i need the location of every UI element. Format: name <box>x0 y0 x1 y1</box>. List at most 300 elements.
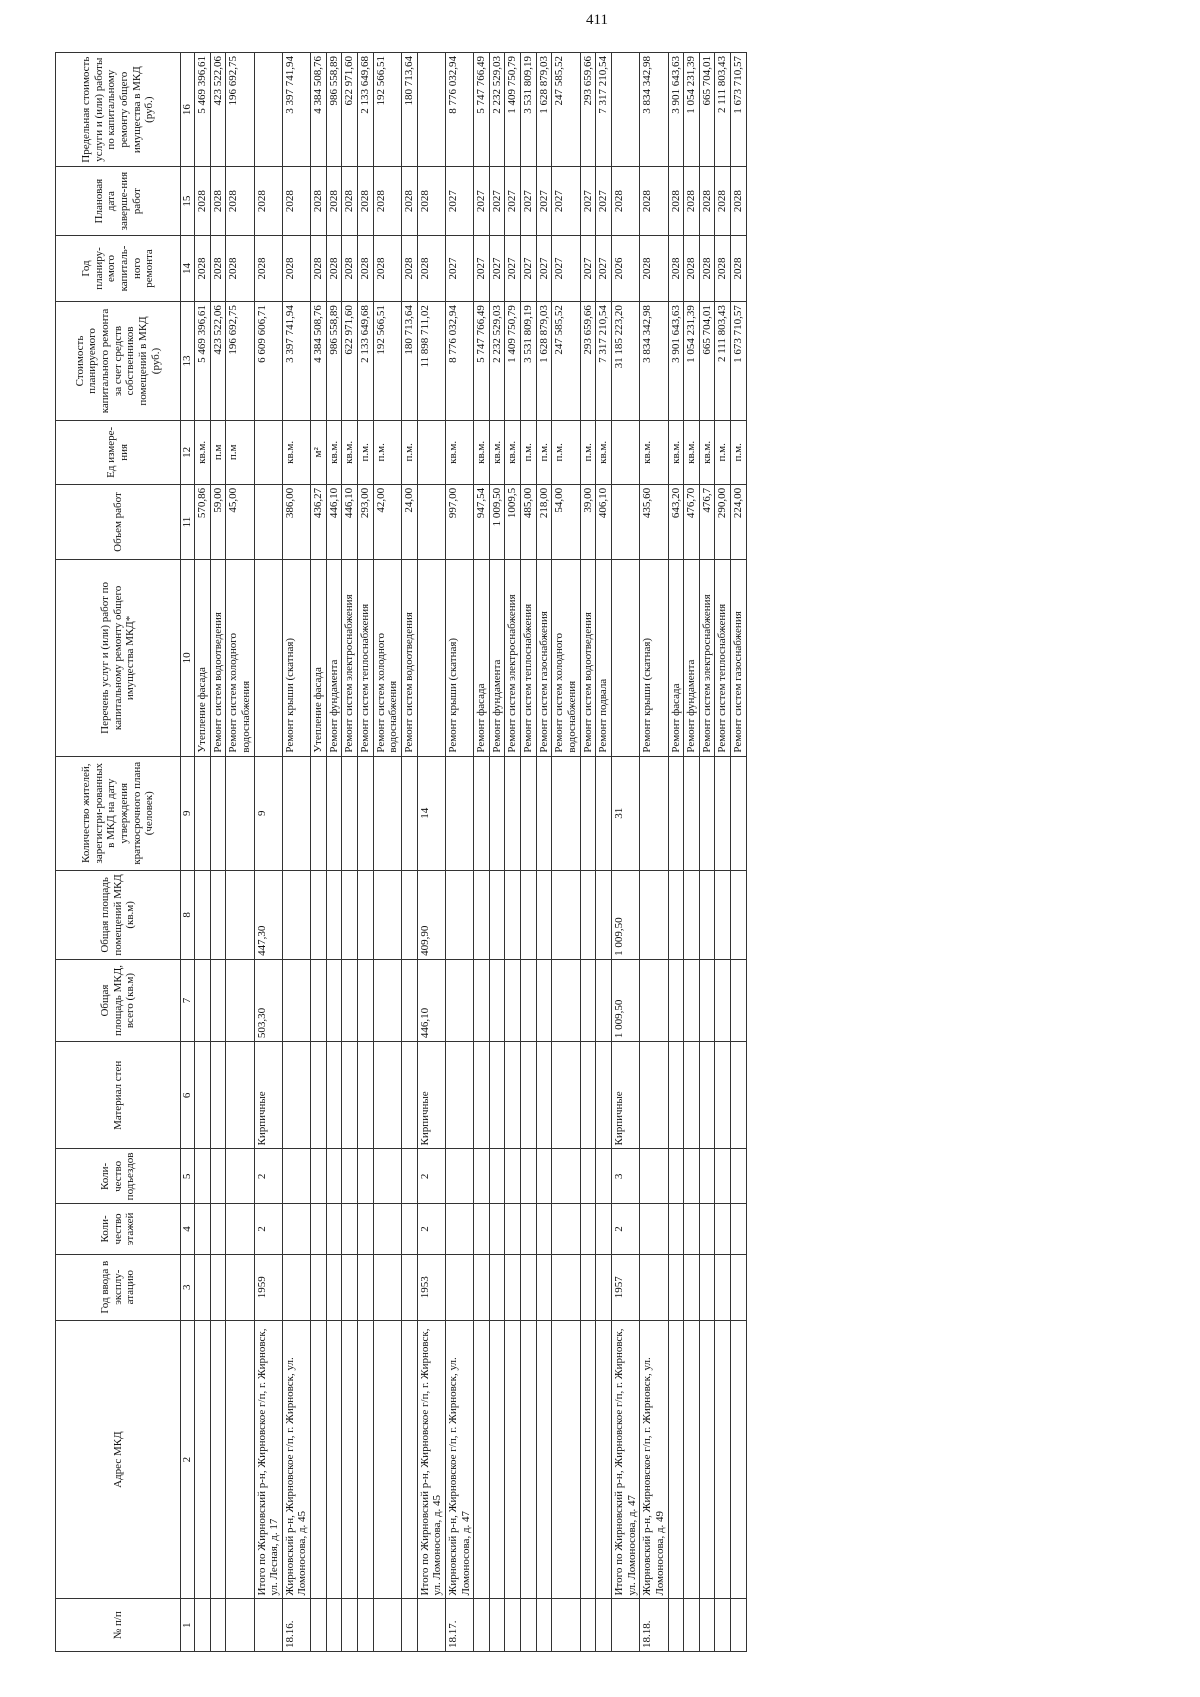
cell-year-built: 1953 <box>417 1254 445 1320</box>
cell-area-total <box>731 959 747 1041</box>
column-header: Адрес МКД <box>56 1320 181 1599</box>
cell-work: Ремонт крыши (скатная) <box>640 560 668 756</box>
cell-floors <box>445 1204 473 1254</box>
cell-entrances <box>521 1149 537 1204</box>
rotated-table-container <box>55 52 1200 1652</box>
column-header: Год планиру-емого капиталь-ного ремонта <box>56 235 181 301</box>
cell-date: 2027 <box>552 167 580 236</box>
cell-year-built <box>210 1254 226 1320</box>
cell-unit: п.м. <box>552 420 580 484</box>
cell-num <box>552 1599 580 1652</box>
column-header: Плановая дата заверше-ния работ <box>56 167 181 236</box>
cell-num <box>715 1599 731 1652</box>
cell-material: Кирпичные <box>417 1042 445 1149</box>
cell-volume <box>417 484 445 559</box>
cell-date: 2028 <box>640 167 668 236</box>
cell-num: 18.17. <box>445 1599 473 1652</box>
cell-residents <box>311 756 327 870</box>
cell-residents <box>474 756 490 870</box>
cell-address: Итого по Жирновский р-н, Жирновское г/п, г. Жирновск, ул. Ломоносова, д. 47 <box>611 1320 639 1599</box>
cell-material <box>596 1042 612 1149</box>
cell-year-built <box>474 1254 490 1320</box>
cell-material <box>358 1042 374 1149</box>
cell-residents <box>445 756 473 870</box>
cell-area-rooms <box>521 870 537 959</box>
cell-floors <box>373 1204 401 1254</box>
cell-address: Жирновский р-н, Жирновское г/п, г. Жирновск, ул. Ломоносова, д. 47 <box>445 1320 473 1599</box>
cell-material <box>445 1042 473 1149</box>
table-body <box>181 53 747 1652</box>
cell-entrances <box>195 1149 211 1204</box>
cell-material <box>195 1042 211 1149</box>
cell-work: Ремонт систем водоотведения <box>401 560 417 756</box>
cell-area-rooms: 447,30 <box>254 870 282 959</box>
cell-cost: 5 747 766,49 <box>474 302 490 421</box>
cell-residents <box>226 756 254 870</box>
cell-entrances <box>358 1149 374 1204</box>
capital-repair-plan-table <box>55 52 747 1652</box>
cell-limit <box>254 53 282 167</box>
cell-material <box>552 1042 580 1149</box>
cell-year: 2028 <box>358 235 374 301</box>
cell-address <box>699 1320 715 1599</box>
column-header: Общая площадь МКД, всего (кв.м) <box>56 959 181 1041</box>
cell-limit: 7 317 210,54 <box>596 53 612 167</box>
cell-floors: 2 <box>611 1204 639 1254</box>
cell-unit: кв.м. <box>489 420 505 484</box>
cell-volume: 54,00 <box>552 484 580 559</box>
cell-date: 2028 <box>326 167 342 236</box>
cell-area-total <box>552 959 580 1041</box>
cell-work: Ремонт фасада <box>668 560 684 756</box>
cell-date: 2028 <box>226 167 254 236</box>
cell-area-rooms <box>401 870 417 959</box>
cell-date: 2028 <box>731 167 747 236</box>
cell-floors <box>505 1204 521 1254</box>
cell-year: 2028 <box>640 235 668 301</box>
cell-date: 2028 <box>684 167 700 236</box>
work-row <box>596 53 612 1652</box>
cell-date: 2027 <box>521 167 537 236</box>
cell-year: 2028 <box>684 235 700 301</box>
cell-num <box>489 1599 505 1652</box>
cell-cost: 5 469 396,61 <box>195 302 211 421</box>
work-row <box>210 53 226 1652</box>
cell-floors <box>684 1204 700 1254</box>
cell-unit: кв.м. <box>668 420 684 484</box>
cell-entrances <box>596 1149 612 1204</box>
cell-floors <box>226 1204 254 1254</box>
cell-area-total <box>668 959 684 1041</box>
work-row <box>521 53 537 1652</box>
cell-volume: 476,70 <box>684 484 700 559</box>
cell-num <box>580 1599 596 1652</box>
cell-num <box>373 1599 401 1652</box>
cell-limit: 423 522,06 <box>210 53 226 167</box>
cell-material <box>342 1042 358 1149</box>
cell-year-built <box>536 1254 552 1320</box>
cell-work: Ремонт систем водоотведения <box>210 560 226 756</box>
cell-residents <box>505 756 521 870</box>
work-row <box>668 53 684 1652</box>
work-row <box>311 53 327 1652</box>
cell-cost: 423 522,06 <box>210 302 226 421</box>
cell-floors <box>640 1204 668 1254</box>
cell-date: 2028 <box>282 167 310 236</box>
column-header: Количество жителей, зарегистри-рованных в МКД на дату утверждения краткосрочного плана (человек) <box>56 756 181 870</box>
cell-floors <box>489 1204 505 1254</box>
cell-floors: 2 <box>254 1204 282 1254</box>
page-number: 411 <box>586 12 608 28</box>
cell-residents <box>373 756 401 870</box>
cell-date: 2028 <box>401 167 417 236</box>
cell-work: Ремонт крыши (скатная) <box>282 560 310 756</box>
cell-year: 2026 <box>611 235 639 301</box>
cell-entrances <box>226 1149 254 1204</box>
cell-unit: п.м. <box>715 420 731 484</box>
cell-num <box>536 1599 552 1652</box>
cell-year-built <box>401 1254 417 1320</box>
cell-year: 2027 <box>521 235 537 301</box>
cell-entrances <box>731 1149 747 1204</box>
cell-entrances <box>282 1149 310 1204</box>
cell-year: 2027 <box>489 235 505 301</box>
cell-limit: 293 659,66 <box>580 53 596 167</box>
cell-year-built: 1957 <box>611 1254 639 1320</box>
column-number: 6 <box>181 1042 195 1149</box>
cell-year-built <box>326 1254 342 1320</box>
cell-floors <box>282 1204 310 1254</box>
cell-entrances <box>552 1149 580 1204</box>
cell-cost: 2 232 529,03 <box>489 302 505 421</box>
cell-year: 2027 <box>536 235 552 301</box>
cell-limit: 247 585,52 <box>552 53 580 167</box>
cell-residents <box>580 756 596 870</box>
cell-area-total <box>311 959 327 1041</box>
column-number: 8 <box>181 870 195 959</box>
cell-num <box>254 1599 282 1652</box>
cell-year-built <box>282 1254 310 1320</box>
cell-year: 2028 <box>210 235 226 301</box>
cell-limit <box>417 53 445 167</box>
cell-area-rooms <box>731 870 747 959</box>
cell-num: 18.18. <box>640 1599 668 1652</box>
cell-material: Кирпичные <box>611 1042 639 1149</box>
column-number: 11 <box>181 484 195 559</box>
cell-date: 2027 <box>474 167 490 236</box>
cell-work: Ремонт крыши (скатная) <box>445 560 473 756</box>
cell-num <box>311 1599 327 1652</box>
cell-date: 2028 <box>254 167 282 236</box>
cell-address <box>342 1320 358 1599</box>
cell-year: 2028 <box>373 235 401 301</box>
cell-num <box>195 1599 211 1652</box>
work-row <box>401 53 417 1652</box>
cell-area-rooms <box>373 870 401 959</box>
cell-date: 2028 <box>699 167 715 236</box>
cell-address <box>580 1320 596 1599</box>
column-number: 12 <box>181 420 195 484</box>
cell-work: Ремонт систем теплоснабжения <box>358 560 374 756</box>
cell-material <box>668 1042 684 1149</box>
column-header: Год ввода в эксплу-атацию <box>56 1254 181 1320</box>
cell-floors <box>552 1204 580 1254</box>
cell-cost: 31 185 223,20 <box>611 302 639 421</box>
cell-work: Ремонт фундамента <box>489 560 505 756</box>
cell-year-built <box>596 1254 612 1320</box>
cell-area-rooms <box>474 870 490 959</box>
cell-unit <box>254 420 282 484</box>
column-number: 13 <box>181 302 195 421</box>
cell-material <box>489 1042 505 1149</box>
cell-date: 2028 <box>611 167 639 236</box>
cell-limit <box>611 53 639 167</box>
cell-date: 2027 <box>505 167 521 236</box>
cell-address <box>401 1320 417 1599</box>
cell-address <box>668 1320 684 1599</box>
column-header: Материал стен <box>56 1042 181 1149</box>
cell-volume: 1009,5 <box>505 484 521 559</box>
cell-residents <box>521 756 537 870</box>
cell-work: Ремонт систем холодного водоснабжения <box>373 560 401 756</box>
cell-material <box>401 1042 417 1149</box>
work-row <box>715 53 731 1652</box>
cell-num <box>731 1599 747 1652</box>
column-header: № п/п <box>56 1599 181 1652</box>
cell-num <box>474 1599 490 1652</box>
cell-residents: 31 <box>611 756 639 870</box>
cell-entrances <box>210 1149 226 1204</box>
cell-num <box>699 1599 715 1652</box>
cell-area-rooms <box>210 870 226 959</box>
cell-area-total <box>489 959 505 1041</box>
cell-year-built <box>311 1254 327 1320</box>
cell-unit: п.м. <box>373 420 401 484</box>
cell-area-rooms <box>195 870 211 959</box>
work-row <box>373 53 401 1652</box>
cell-entrances <box>311 1149 327 1204</box>
work-row <box>342 53 358 1652</box>
cell-date: 2028 <box>668 167 684 236</box>
cell-material <box>684 1042 700 1149</box>
cell-residents <box>401 756 417 870</box>
cell-unit <box>611 420 639 484</box>
cell-year: 2028 <box>195 235 211 301</box>
cell-unit: кв.м. <box>474 420 490 484</box>
cell-volume: 406,10 <box>596 484 612 559</box>
cell-area-total <box>210 959 226 1041</box>
cell-cost: 3 531 809,19 <box>521 302 537 421</box>
cell-year: 2028 <box>668 235 684 301</box>
cell-num <box>521 1599 537 1652</box>
cell-unit: кв.м. <box>342 420 358 484</box>
work-row <box>358 53 374 1652</box>
cell-volume: 39,00 <box>580 484 596 559</box>
cell-work <box>254 560 282 756</box>
cell-date: 2028 <box>195 167 211 236</box>
cell-volume <box>611 484 639 559</box>
cell-area-total <box>401 959 417 1041</box>
cell-date: 2027 <box>536 167 552 236</box>
column-header: Ед измере-ния <box>56 420 181 484</box>
cell-volume: 436,27 <box>311 484 327 559</box>
cell-unit: кв.м. <box>505 420 521 484</box>
cell-cost: 665 704,01 <box>699 302 715 421</box>
cell-floors <box>311 1204 327 1254</box>
cell-residents: 9 <box>254 756 282 870</box>
cell-area-total: 446,10 <box>417 959 445 1041</box>
cell-volume: 997,00 <box>445 484 473 559</box>
cell-num <box>611 1599 639 1652</box>
cell-year: 2028 <box>342 235 358 301</box>
column-header: Стоимость планируемого капитального ремонта за счет средств собственников помещений в МКД (руб.) <box>56 302 181 421</box>
cell-residents <box>731 756 747 870</box>
cell-date: 2028 <box>715 167 731 236</box>
cell-year: 2028 <box>417 235 445 301</box>
cell-entrances <box>580 1149 596 1204</box>
cell-unit: п.м. <box>401 420 417 484</box>
cell-limit: 5 469 396,61 <box>195 53 211 167</box>
cell-cost: 180 713,64 <box>401 302 417 421</box>
cell-work: Ремонт систем водоотведения <box>580 560 596 756</box>
cell-unit: п.м. <box>580 420 596 484</box>
cell-area-total <box>640 959 668 1041</box>
cell-area-rooms: 409,90 <box>417 870 445 959</box>
cell-area-rooms <box>596 870 612 959</box>
cell-area-total <box>521 959 537 1041</box>
cell-area-rooms: 1 009,50 <box>611 870 639 959</box>
cell-work: Ремонт фундамента <box>684 560 700 756</box>
work-row <box>195 53 211 1652</box>
cell-area-total <box>536 959 552 1041</box>
cell-work: Ремонт систем холодного водоснабжения <box>226 560 254 756</box>
cell-volume: 59,00 <box>210 484 226 559</box>
cell-limit: 2 111 803,43 <box>715 53 731 167</box>
work-row <box>552 53 580 1652</box>
work-row <box>505 53 521 1652</box>
work-row <box>699 53 715 1652</box>
cell-area-total <box>282 959 310 1041</box>
cell-address <box>731 1320 747 1599</box>
cell-cost: 1 673 710,57 <box>731 302 747 421</box>
cell-year: 2028 <box>731 235 747 301</box>
cell-unit: кв.м. <box>699 420 715 484</box>
cell-unit: м² <box>311 420 327 484</box>
cell-volume: 485,00 <box>521 484 537 559</box>
cell-volume: 947,54 <box>474 484 490 559</box>
cell-unit: кв.м. <box>640 420 668 484</box>
column-number: 15 <box>181 167 195 236</box>
cell-area-rooms <box>489 870 505 959</box>
cell-address <box>715 1320 731 1599</box>
cell-work: Ремонт систем холодного водоснабжения <box>552 560 580 756</box>
cell-floors <box>326 1204 342 1254</box>
cell-entrances: 2 <box>254 1149 282 1204</box>
cell-unit: кв.м. <box>596 420 612 484</box>
cell-address <box>311 1320 327 1599</box>
cell-floors <box>668 1204 684 1254</box>
cell-area-total <box>445 959 473 1041</box>
cell-unit: п.м. <box>521 420 537 484</box>
cell-area-total <box>684 959 700 1041</box>
cell-year-built <box>445 1254 473 1320</box>
cell-area-rooms <box>552 870 580 959</box>
cell-num <box>596 1599 612 1652</box>
cell-residents: 14 <box>417 756 445 870</box>
cell-cost: 1 628 879,03 <box>536 302 552 421</box>
cell-volume <box>254 484 282 559</box>
cell-address <box>195 1320 211 1599</box>
cell-area-total <box>358 959 374 1041</box>
cell-work: Ремонт систем газоснабжения <box>536 560 552 756</box>
cell-volume: 476,7 <box>699 484 715 559</box>
cell-limit: 1 054 231,39 <box>684 53 700 167</box>
cell-cost: 196 692,75 <box>226 302 254 421</box>
work-row <box>226 53 254 1652</box>
cell-limit: 8 776 032,94 <box>445 53 473 167</box>
cell-residents <box>596 756 612 870</box>
cell-unit: п.м. <box>358 420 374 484</box>
cell-cost: 1 054 231,39 <box>684 302 700 421</box>
cell-unit: кв.м. <box>282 420 310 484</box>
cell-address: Итого по Жирновский р-н, Жирновское г/п, г. Жирновск, ул. Лесная, д. 17 <box>254 1320 282 1599</box>
cell-limit: 196 692,75 <box>226 53 254 167</box>
cell-cost: 1 409 750,79 <box>505 302 521 421</box>
work-row <box>731 53 747 1652</box>
cell-unit: кв.м. <box>684 420 700 484</box>
cell-residents <box>699 756 715 870</box>
cell-date: 2027 <box>596 167 612 236</box>
cell-entrances <box>640 1149 668 1204</box>
cell-cost: 8 776 032,94 <box>445 302 473 421</box>
cell-area-rooms <box>342 870 358 959</box>
cell-area-total <box>195 959 211 1041</box>
column-header: Объем работ <box>56 484 181 559</box>
cell-volume: 42,00 <box>373 484 401 559</box>
work-row <box>489 53 505 1652</box>
cell-area-rooms <box>536 870 552 959</box>
cell-residents <box>684 756 700 870</box>
work-row <box>536 53 552 1652</box>
cell-limit: 3 531 809,19 <box>521 53 537 167</box>
cell-cost: 2 111 803,43 <box>715 302 731 421</box>
cell-year-built <box>373 1254 401 1320</box>
work-row <box>580 53 596 1652</box>
cell-entrances <box>684 1149 700 1204</box>
cell-address <box>521 1320 537 1599</box>
column-number: 10 <box>181 560 195 756</box>
cell-unit: кв.м. <box>445 420 473 484</box>
cell-address <box>552 1320 580 1599</box>
cell-material <box>715 1042 731 1149</box>
cell-limit: 665 704,01 <box>699 53 715 167</box>
cell-entrances <box>505 1149 521 1204</box>
cell-limit: 5 747 766,49 <box>474 53 490 167</box>
cell-work: Ремонт систем теплоснабжения <box>521 560 537 756</box>
cell-volume: 446,10 <box>326 484 342 559</box>
cell-material: Кирпичные <box>254 1042 282 1149</box>
cell-unit: п.м <box>226 420 254 484</box>
cell-residents <box>358 756 374 870</box>
cell-entrances <box>373 1149 401 1204</box>
cell-volume: 643,20 <box>668 484 684 559</box>
cell-volume: 570,86 <box>195 484 211 559</box>
total-row <box>417 53 445 1652</box>
work-row <box>684 53 700 1652</box>
cell-address <box>474 1320 490 1599</box>
cell-year: 2028 <box>226 235 254 301</box>
cell-cost: 986 558,89 <box>326 302 342 421</box>
